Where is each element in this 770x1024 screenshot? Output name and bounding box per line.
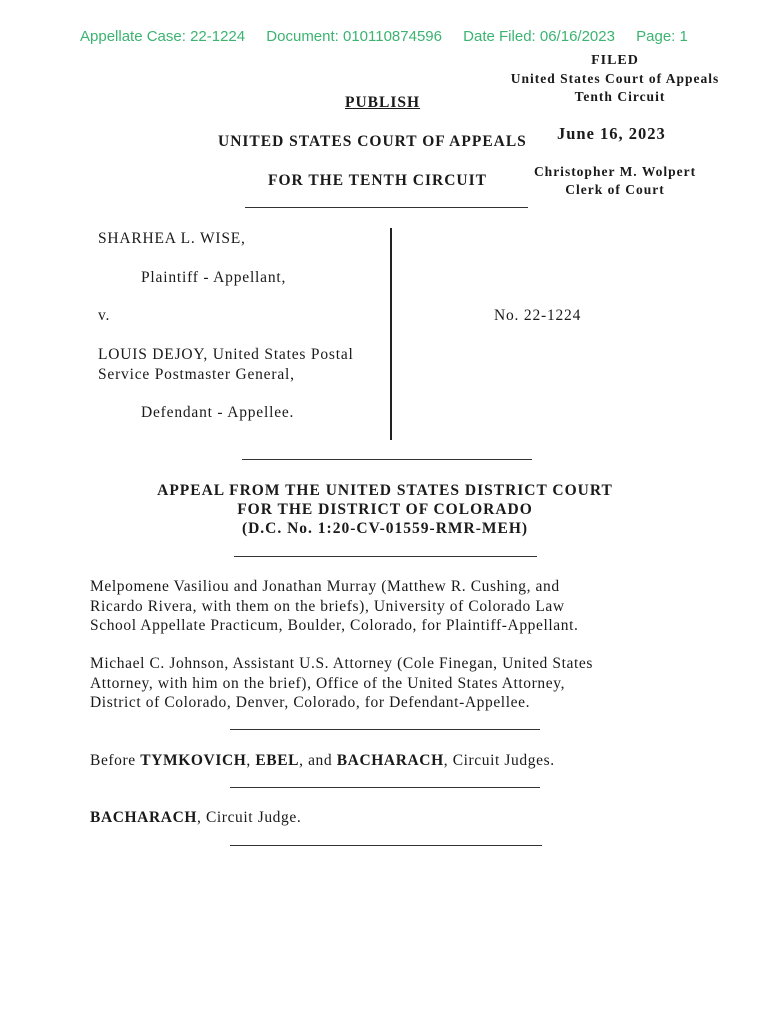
circuit-title: FOR THE TENTH CIRCUIT xyxy=(268,172,487,189)
caption-bottom-rule xyxy=(242,459,532,460)
title-divider xyxy=(245,207,528,208)
page-number-header: Page: 1 xyxy=(636,28,688,45)
plaintiff-role: Plaintiff - Appellant, xyxy=(141,269,287,286)
panel-line xyxy=(90,751,555,771)
panel-sep-2: , and xyxy=(299,752,337,769)
filed-date: June 16, 2023 xyxy=(557,124,666,143)
filing-header xyxy=(80,28,705,45)
panel-sep-1: , xyxy=(246,752,256,769)
date-filed-header: Date Filed: 06/16/2023 xyxy=(463,28,615,45)
case-number: No. 22-1224 xyxy=(494,307,582,324)
plaintiff-name: SHARHEA L. WISE, xyxy=(98,230,246,247)
judge-ebel: EBEL xyxy=(255,752,300,769)
appeal-line-1: APPEAL FROM THE UNITED STATES DISTRICT COURT xyxy=(157,482,613,499)
panel-suffix: , Circuit Judges. xyxy=(443,752,555,769)
appellant-counsel-line-3: School Appellate Practicum, Boulder, Colorado, for Plaintiff-Appellant. xyxy=(90,617,579,634)
appeal-line-2: FOR THE DISTRICT OF COLORADO xyxy=(237,501,533,518)
appellee-counsel-line-3: District of Colorado, Denver, Colorado, for Defendant-Appellee. xyxy=(90,694,531,711)
judge-bacharach: BACHARACH xyxy=(336,752,444,769)
clerk-name: Christopher M. Wolpert xyxy=(533,164,697,179)
stamp-circuit: Tenth Circuit xyxy=(574,89,666,104)
author-line xyxy=(90,808,301,828)
clerk-block xyxy=(510,163,720,199)
case-number-header: Appellate Case: 22-1224 xyxy=(80,28,246,45)
appeal-heading xyxy=(0,481,770,538)
panel-bottom-rule xyxy=(230,787,540,788)
defendant-line-2: Service Postmaster General, xyxy=(98,366,295,383)
judge-tymkovich: TYMKOVICH xyxy=(140,752,247,769)
appellant-counsel-line-1: Melpomene Vasiliou and Jonathan Murray (Matthew R. Cushing, and xyxy=(90,578,560,595)
filed-stamp xyxy=(490,52,740,106)
author-bottom-rule xyxy=(230,845,542,846)
appeal-line-3: (D.C. No. 1:20-CV-01559-RMR-MEH) xyxy=(241,520,529,537)
caption-divider xyxy=(390,228,392,440)
appellee-counsel-line-2: Attorney, with him on the brief), Office of the United States Attorney, xyxy=(90,674,566,692)
clerk-title: Clerk of Court xyxy=(565,182,665,197)
counsel-bottom-rule xyxy=(230,729,540,730)
appellee-counsel-line-1: Michael C. Johnson, Assistant U.S. Attorney (Cole Finegan, United States xyxy=(90,655,594,672)
appellant-counsel-line-2: Ricardo Rivera, with them on the briefs), University of Colorado Law xyxy=(90,597,565,615)
publish-label: PUBLISH xyxy=(345,94,421,111)
defendant-role: Defendant - Appellee. xyxy=(141,404,295,421)
document-number-header: Document: 010110874596 xyxy=(266,28,442,45)
appellee-counsel xyxy=(90,654,593,713)
author-suffix: , Circuit Judge. xyxy=(197,809,302,826)
appellant-counsel xyxy=(90,577,579,636)
defendant-line-1: LOUIS DEJOY, United States Postal xyxy=(98,346,354,363)
versus-label: v. xyxy=(98,307,111,324)
stamp-court: United States Court of Appeals xyxy=(510,71,720,86)
appeal-bottom-rule xyxy=(234,556,537,557)
court-title: UNITED STATES COURT OF APPEALS xyxy=(218,133,527,150)
filed-label: FILED xyxy=(591,53,639,68)
author-name: BACHARACH xyxy=(90,809,198,826)
panel-before: Before xyxy=(90,752,141,769)
